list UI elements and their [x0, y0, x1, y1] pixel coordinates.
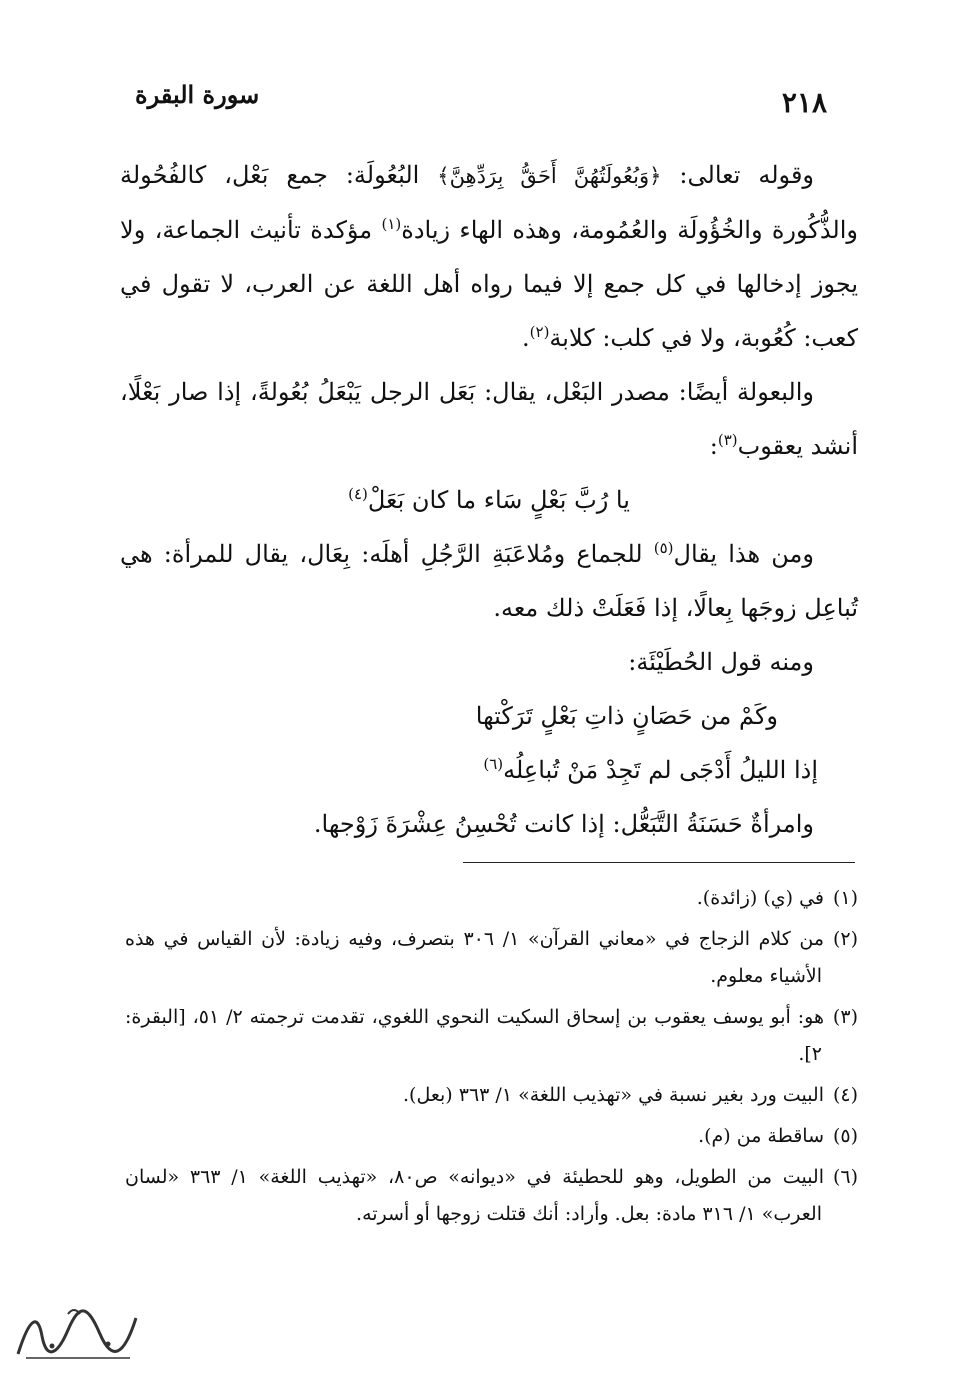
- footnote-ref-4[interactable]: (٤): [348, 485, 368, 503]
- poem-line-2: [120, 743, 858, 797]
- footnote-number: (٦): [832, 1166, 858, 1188]
- p1-end: .: [522, 324, 530, 352]
- footnote-text: هو: أبو يوسف يعقوب بن إسحاق السكيت النحوي اللغوي، تقدمت ترجمته ٢/ ٥١، [البقرة: ٢].: [125, 1006, 824, 1065]
- footnote-text: في (ي) (زائدة).: [696, 887, 824, 909]
- footnote-number: (٥): [832, 1125, 858, 1147]
- p3-text-b: للجماع ومُلاعَبَةِ الرَّجُلِ أهلَه: بِعَال، يقال للمرأة: هي تُباعِل زوجَها بِعالًا، إذا فَعَلَتْ ذلك معه.: [120, 540, 858, 622]
- page-header: [135, 78, 827, 122]
- poem-line-2-text: إذا الليلُ أَدْجَى لم تَجِدْ مَنْ تُباعِلُه: [503, 756, 818, 784]
- footnote-number: (٣): [832, 1006, 858, 1028]
- footnote-number: (١): [832, 887, 858, 909]
- footnote-text: ساقطة من (م).: [698, 1125, 824, 1147]
- footnote-4: [125, 1077, 858, 1114]
- footnote-number: (٤): [832, 1084, 858, 1106]
- sura-title: سورة البقرة: [135, 80, 260, 109]
- paragraph-5: وامرأةٌ حَسَنَةُ التَّبَعُّل: إذا كانت تُحْسِنُ عِشْرَةَ زَوْجها.: [313, 810, 814, 838]
- p1-start: وقوله تعالى:: [661, 161, 815, 189]
- verse-text: يا رُبَّ بَعْلٍ سَاء ما كان بَعَلْ: [367, 486, 630, 514]
- footnote-text: البيت من الطويل، وهو للحطيئة في «ديوانه» ص٨٠، «تهذيب اللغة» ١/ ٣٦٣ «لسان العرب» ١/ ٣١٦ مادة: بعل. وأراد: أنك قتلت زوجها أو أسرته.: [125, 1166, 824, 1225]
- footnote-5: [125, 1118, 858, 1155]
- page-number: ٢١٨: [781, 86, 827, 119]
- paragraph-2: [120, 365, 858, 473]
- footnote-ref-2[interactable]: (٢): [529, 323, 550, 341]
- footnote-ref-3[interactable]: (٣): [717, 431, 738, 449]
- footnote-ref-6[interactable]: (٦): [483, 755, 504, 773]
- p3-text-a: ومن هذا يقال: [673, 540, 814, 568]
- footnote-number: (٢): [832, 928, 858, 950]
- footnote-2: [125, 921, 858, 995]
- poetry-verse: [120, 473, 858, 527]
- main-text: [120, 148, 858, 851]
- poem-line-1: وكَمْ من حَصَانٍ ذاتِ بَعْلٍ تَرَكْتها: [475, 702, 778, 730]
- watermark-logo: [8, 1296, 148, 1368]
- footnote-6: [125, 1159, 858, 1233]
- p2-end: :: [709, 432, 718, 460]
- footnote-1: [125, 880, 858, 917]
- paragraph-4: ومنه قول الحُطَيْئَة:: [628, 648, 814, 676]
- footnotes: [125, 880, 858, 1237]
- p1-text-a: البُعُولَة: جمع بَعْل، كالفُحُولة والذُّكُورة والخُؤُولَة والعُمُومة، وهذه الهاء زيادة: [120, 161, 859, 244]
- quran-verse: ﴿وَبُعُولَتُهُنَّ أَحَقُّ بِرَدِّهِنَّ﴾: [437, 164, 662, 188]
- paragraph-1: [120, 148, 858, 365]
- footnote-text: من كلام الزجاج في «معاني القرآن» ١/ ٣٠٦ بتصرف، وفيه زيادة: لأن القياس في هذه الأشياء معلوم.: [125, 928, 824, 987]
- paragraph-3: [120, 527, 858, 635]
- footnote-separator: [463, 862, 855, 863]
- footnote-ref-5[interactable]: (٥): [653, 539, 674, 557]
- footnote-text: البيت ورد بغير نسبة في «تهذيب اللغة» ١/ ٣٦٣ (بعل).: [403, 1084, 824, 1106]
- p2-text: والبعولة أيضًا: مصدر البَعْل، يقال: بَعَل الرجل يَبْعَلُ بُعُولةً، إذا صار بَعْلًا، أنشد يعقوب: [120, 378, 858, 460]
- p1-text-b: مؤكدة تأنيث الجماعة، ولا يجوز إدخالها في كل جمع إلا فيما رواه أهل اللغة عن العرب، لا تقول في كعب: كُعُوبة، ولا في كلب: كلابة: [120, 216, 858, 352]
- footnote-3: [125, 999, 858, 1073]
- footnote-ref-1[interactable]: (١): [381, 215, 402, 233]
